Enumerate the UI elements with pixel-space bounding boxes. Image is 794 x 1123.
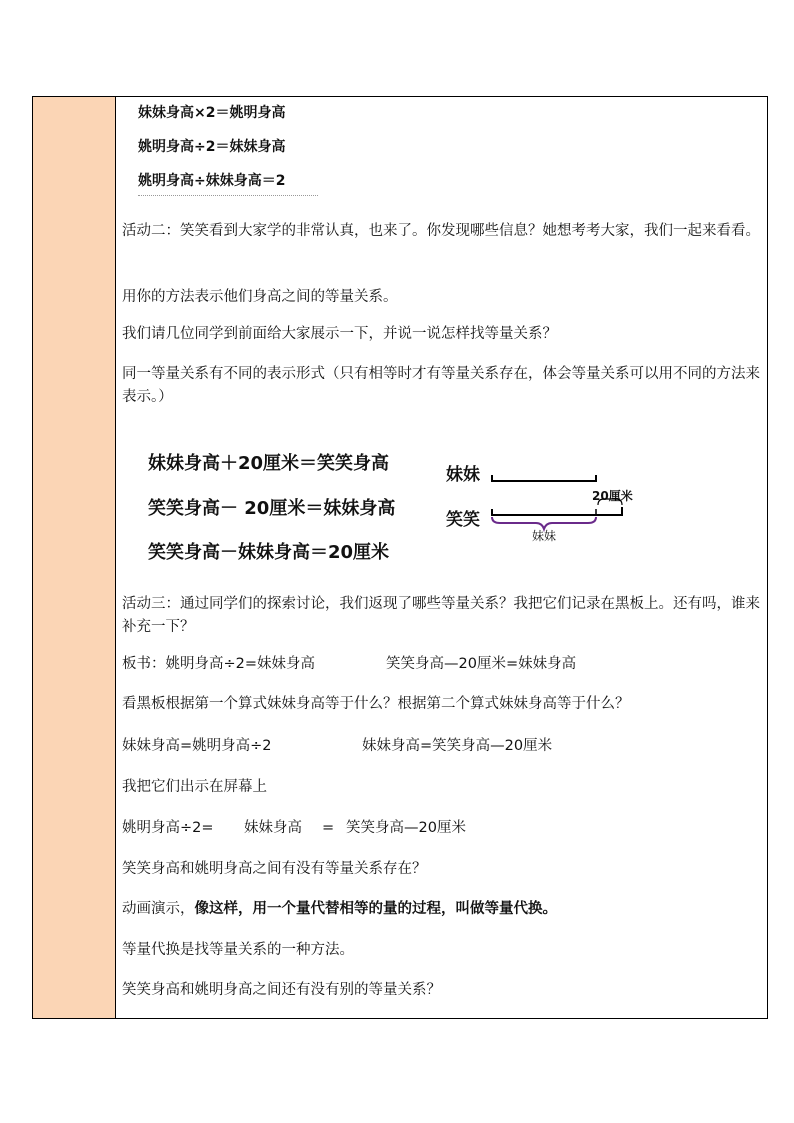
label-meimei: 妹妹 — [446, 465, 480, 485]
answer-left: 妹妹身高=姚明身高÷2 — [122, 738, 272, 754]
left-column-cell — [33, 97, 116, 1018]
equation-3: 姚明身高÷妹妹身高＝2 — [138, 173, 286, 189]
figure-eq2: 笑笑身高－ 20厘米＝妹妹身高 — [148, 498, 396, 519]
para-forms: 同一等量关系有不同的表示形式（只有相等时才有等量关系存在，体会等量关系可以用不同的方法来表示。） — [122, 366, 760, 405]
label-diff: 20厘米 — [592, 489, 633, 503]
chain-b: 妹妹身高 — [244, 820, 302, 836]
chain-d: 笑笑身高—20厘米 — [346, 820, 466, 836]
chain-a: 姚明身高÷2= — [122, 820, 214, 836]
para-other: 笑笑身高和姚明身高之间还有没有别的等量关系？ — [122, 982, 441, 998]
para-screen: 我把它们出示在屏幕上 — [122, 779, 267, 795]
para-animation-prefix: 动画演示， — [122, 901, 195, 917]
board-left: 板书：姚明身高÷2=妹妹身高 — [122, 656, 316, 672]
content-cell — [116, 97, 767, 1018]
figure-eq1: 妹妹身高＋20厘米＝笑笑身高 — [148, 453, 390, 474]
para-activity3: 活动三：通过同学们的探索讨论，我们返现了哪些等量关系？我把它们记录在黑板上。还有吗，谁来补充一下？ — [122, 596, 760, 635]
diff-bracket — [598, 499, 622, 505]
lesson-table — [32, 96, 768, 1019]
para-method: 用你的方法表示他们身高之间的等量关系。 — [122, 289, 398, 305]
para-question: 看黑板根据第一个算式妹妹身高等于什么？根据第二个算式妹妹身高等于什么？ — [122, 696, 630, 712]
para-substitution: 等量代换是找等量关系的一种方法。 — [122, 942, 354, 958]
equation-2: 姚明身高÷2＝妹妹身高 — [138, 139, 286, 155]
para-animation — [122, 898, 762, 921]
figure-eq3: 笑笑身高－妹妹身高＝20厘米 — [148, 542, 390, 563]
para-activity2: 活动二：笑笑看到大家学的非常认真，也来了。你发现哪些信息？她想考考大家，我们一起来看看。 — [122, 223, 760, 239]
equation-1: 妹妹身高×2＝姚明身高 — [138, 105, 286, 121]
board-right: 笑笑身高—20厘米=妹妹身高 — [386, 656, 577, 672]
answer-right: 妹妹身高=笑笑身高—20厘米 — [362, 738, 553, 754]
meimei-brace — [492, 517, 596, 529]
label-brace: 妹妹 — [532, 529, 557, 543]
bar-diagram — [486, 467, 686, 547]
chain-c: = — [322, 820, 335, 836]
para-animation-bold: 像这样，用一个量代替相等的量的过程，叫做等量代换。 — [194, 901, 557, 917]
dotted-divider — [138, 195, 318, 196]
para-invite: 我们请几位同学到前面给大家展示一下，并说一说怎样找等量关系？ — [122, 326, 557, 342]
para-relation: 笑笑身高和姚明身高之间有没有等量关系存在？ — [122, 861, 427, 877]
label-xiaoxiao: 笑笑 — [446, 510, 480, 530]
